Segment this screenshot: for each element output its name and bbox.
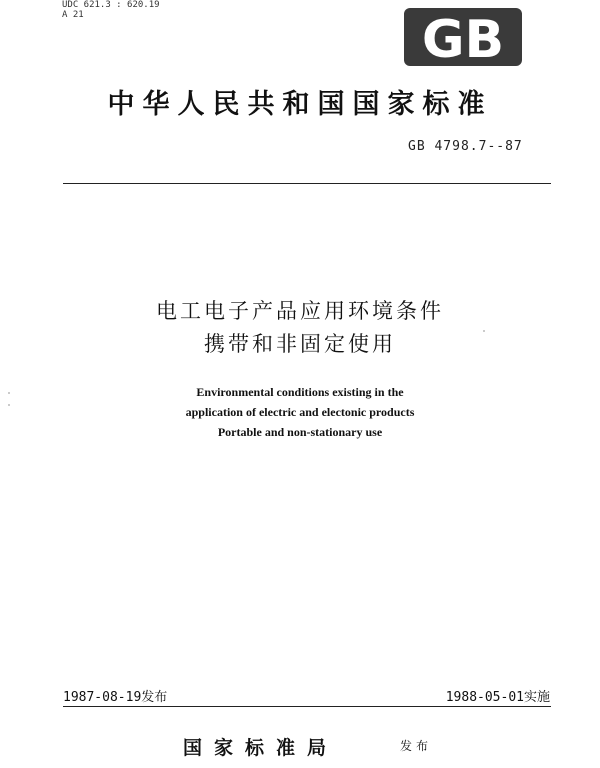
title-en-line3: Portable and non-stationary use: [217, 425, 383, 439]
classification-code: A 21: [62, 10, 84, 20]
issue-date: 1987-08-19发布: [63, 690, 168, 705]
gb-logo-text: GB: [421, 10, 505, 66]
scan-speck: [483, 330, 485, 332]
implementation-date: 1988-05-01实施: [445, 690, 550, 705]
standard-number: GB 4798.7--87: [408, 139, 523, 154]
header-divider: [63, 183, 551, 184]
title-en-line1: Environmental conditions existing in the: [196, 385, 404, 399]
title-en-line2: application of electric and electonic products: [185, 405, 415, 419]
scan-speck: [8, 392, 10, 394]
publisher-name: 国家标准局: [183, 737, 339, 759]
publish-label: 发布: [400, 739, 433, 753]
udc-code: UDC 621.3 : 620.19: [62, 0, 160, 10]
scan-speck: [8, 404, 10, 406]
footer-divider: [63, 706, 551, 707]
national-standard-heading: 中华人民共和国国家标准: [107, 89, 493, 120]
title-zh-line2: 携带和非固定使用: [204, 332, 396, 356]
title-zh-line1: 电工电子产品应用环境条件: [156, 299, 444, 323]
gb-logo: [404, 8, 522, 66]
